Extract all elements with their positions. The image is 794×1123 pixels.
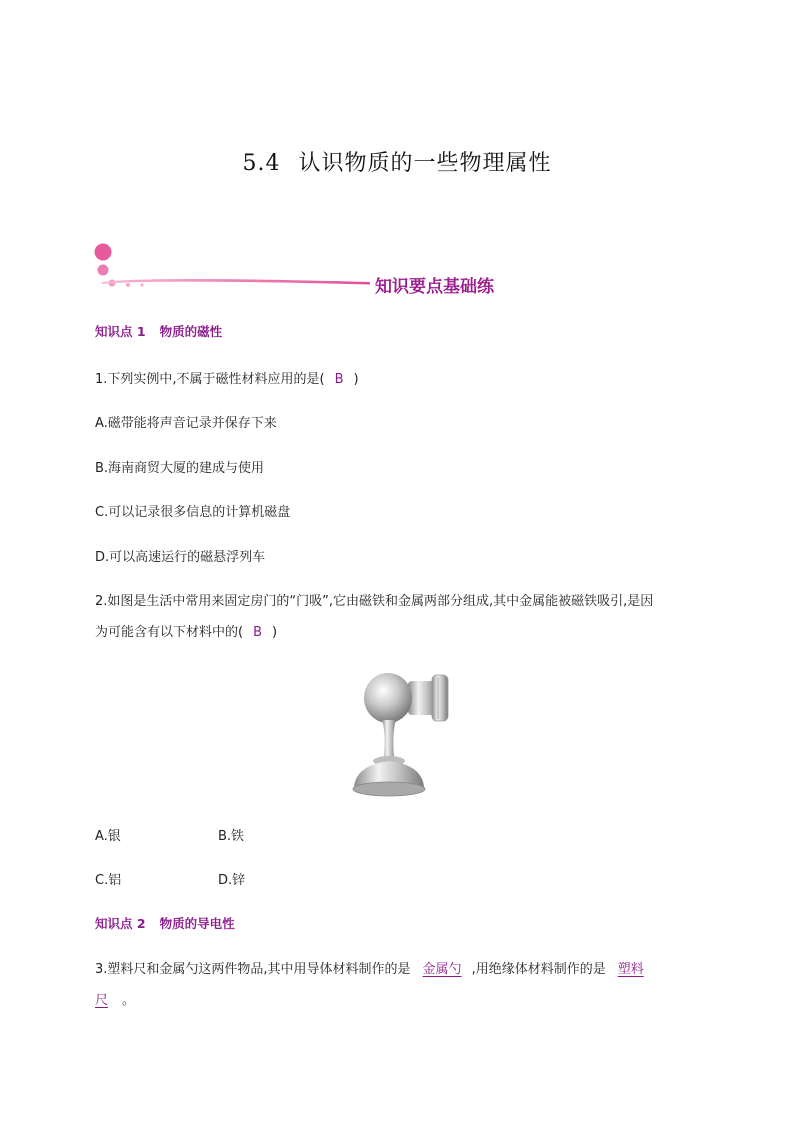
question-2-stem-line1: 2.如图是生活中常用来固定房门的“门吸”,它由磁铁和金属两部分组成,其中金属能被磁铁吸引,是因 xyxy=(95,594,654,609)
section-banner xyxy=(90,240,520,300)
section-number: 5.4 xyxy=(242,151,281,176)
question-text: 1.下列实例中,不属于磁性材料应用的是( xyxy=(95,372,325,387)
answer-blank-2-cont: 尺 xyxy=(95,993,109,1008)
answer: B xyxy=(253,625,262,640)
page-title xyxy=(0,146,794,177)
question-3-line2 xyxy=(95,989,135,1008)
question-2-stem-line2 xyxy=(95,621,277,640)
answer-blank-1: 金属勺 xyxy=(422,962,462,977)
door-stopper-image xyxy=(346,665,450,798)
section-label: 知识点 1 xyxy=(95,324,146,339)
option-d: D.锌 xyxy=(218,873,246,888)
option-c: C.铝 xyxy=(95,873,122,888)
option-b: B.海南商贸大厦的建成与使用 xyxy=(95,461,265,476)
q2-option-row-2 xyxy=(95,869,246,888)
answer: B xyxy=(334,372,344,387)
option-a: A.磁带能将声音记录并保存下来 xyxy=(95,416,277,431)
section-heading-2 xyxy=(95,914,235,932)
title-text: 认识物质的一些物理属性 xyxy=(298,151,552,176)
option-c: C.可以记录很多信息的计算机磁盘 xyxy=(95,505,291,520)
question-paren: ) xyxy=(353,372,359,387)
answer-blank-2: 塑料 xyxy=(617,962,644,977)
option-b: B.铁 xyxy=(218,829,245,844)
question-text: 为可能含有以下材料中的( xyxy=(95,625,244,640)
q2-option-row-1 xyxy=(95,825,245,844)
option-d: D.可以高速运行的磁悬浮列车 xyxy=(95,550,266,565)
question-3-line1 xyxy=(95,958,644,977)
question-text: 3.塑料尺和金属勺这两件物品,其中用导体材料制作的是 xyxy=(95,962,411,977)
question-end: 。 xyxy=(122,993,136,1008)
question-text: ,用绝缘体材料制作的是 xyxy=(471,962,606,977)
section-label: 知识点 2 xyxy=(95,916,146,931)
banner-label: 知识要点基础练 xyxy=(375,277,494,297)
section-name: 物质的导电性 xyxy=(159,916,235,931)
section-name: 物质的磁性 xyxy=(159,324,223,339)
section-heading-1 xyxy=(95,322,222,340)
question-1-stem xyxy=(95,368,359,387)
option-a: A.银 xyxy=(95,829,121,844)
question-paren: ) xyxy=(272,625,278,640)
